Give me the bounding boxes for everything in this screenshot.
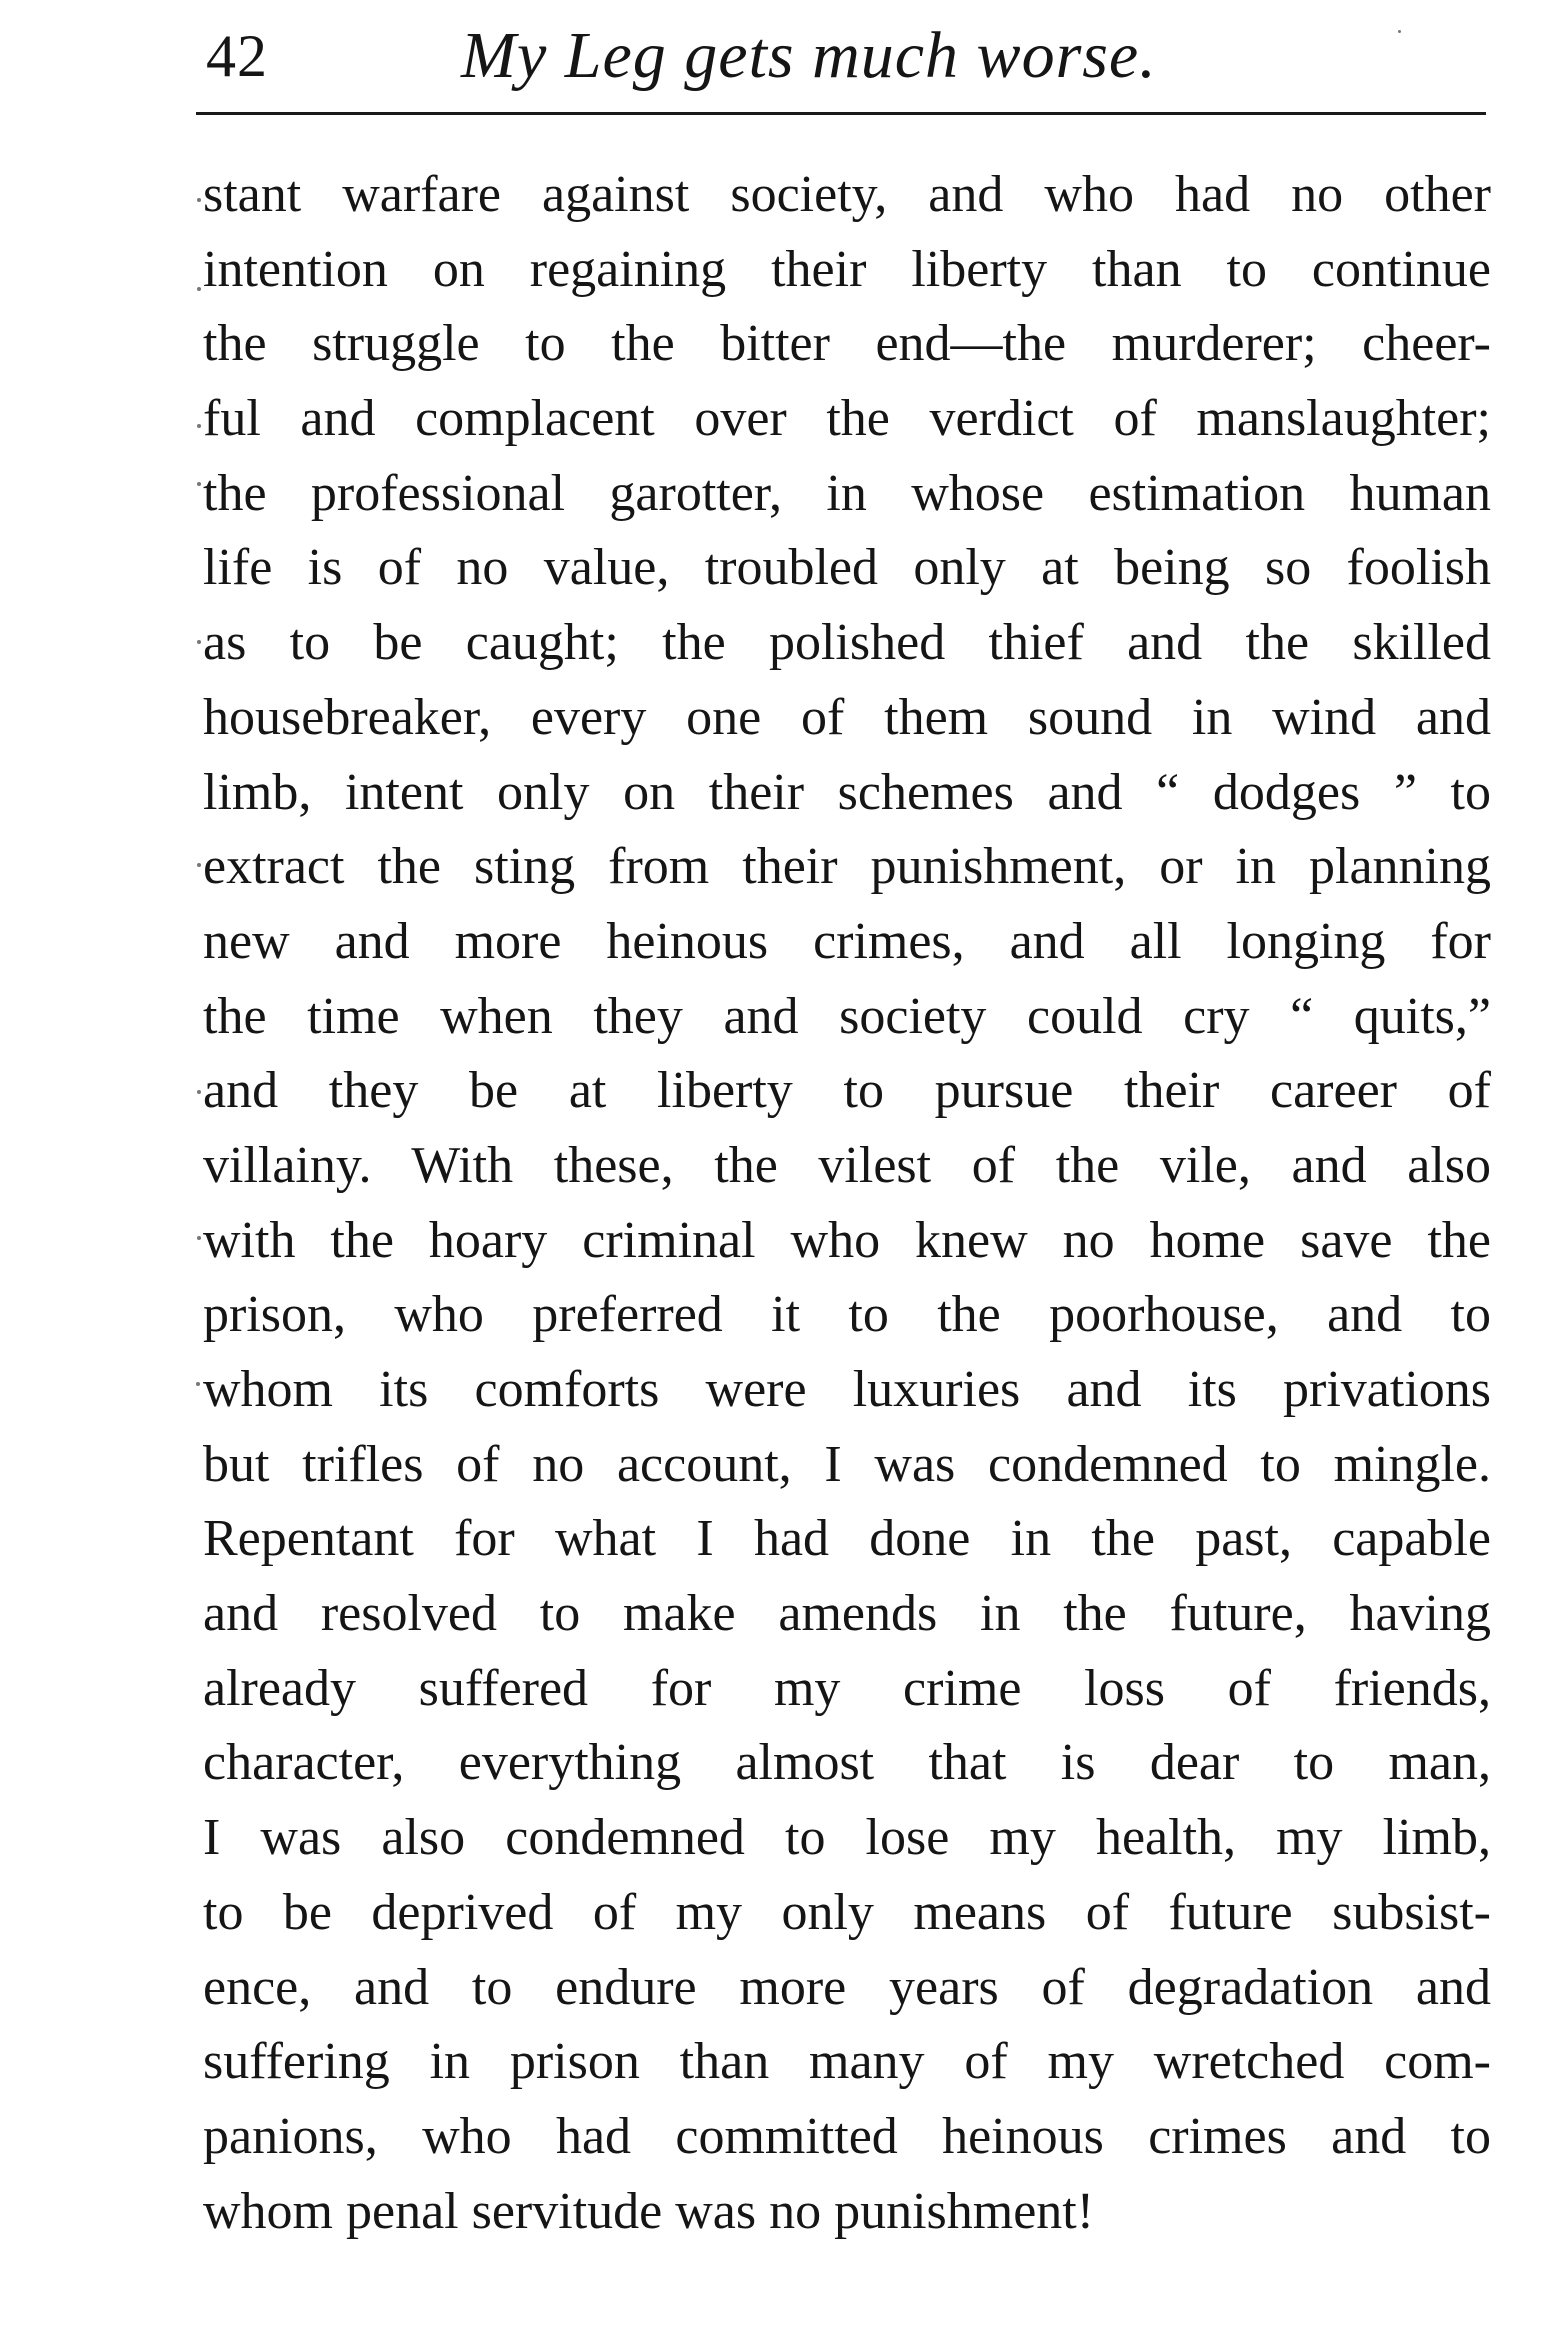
text-line: and resolved to make amends in the future, having: [203, 1585, 1491, 1643]
text-line: to be deprived of my only means of future subsist-: [203, 1883, 1491, 1941]
text-line: ful and complacent over the verdict of manslaughter;: [203, 390, 1491, 448]
text-line: already suffered for my crime loss of friends,: [203, 1659, 1491, 1717]
text-line: stant warfare against society, and who had no other: [203, 166, 1491, 223]
text-line: as to be caught; the polished thief and the skilled: [203, 614, 1491, 672]
text-line: extract the sting from their punishment, or in planning: [203, 838, 1491, 896]
text-line: but trifles of no account, I was condemned to mingle.: [203, 1435, 1491, 1493]
text-line: suffering in prison than many of my wretched com-: [203, 2033, 1491, 2091]
page-header: [196, 18, 1486, 118]
text-line: with the hoary criminal who knew no home save the: [203, 1211, 1491, 1269]
scan-speck: [197, 198, 201, 202]
scan-speck: [197, 863, 201, 867]
text-line: I was also condemned to lose my health, my limb,: [203, 1809, 1491, 1867]
text-line: whom its comforts were luxuries and its privations: [203, 1361, 1491, 1418]
scan-speck: [197, 640, 201, 644]
scan-speck: [197, 482, 201, 486]
scan-speck: [197, 287, 201, 291]
body-text: [203, 158, 1491, 2249]
text-line: Repentant for what I had done in the past, capable: [203, 1510, 1491, 1568]
text-line: intention on regaining their liberty than to continue: [203, 240, 1491, 298]
running-title: My Leg gets much worse.: [461, 19, 1157, 92]
text-line: the professional garotter, in whose estimation human: [203, 464, 1491, 522]
text-line: life is of no value, troubled only at being so foolish: [203, 539, 1491, 597]
scan-speck: [197, 1236, 201, 1240]
scan-speck: [196, 1382, 200, 1386]
text-line: the time when they and society could cry “ quits,”: [203, 987, 1491, 1045]
text-line: new and more heinous crimes, and all longing for: [203, 912, 1491, 970]
page-number: 42: [206, 23, 268, 89]
text-line: and they be at liberty to pursue their career of: [203, 1062, 1491, 1120]
text-line: housebreaker, every one of them sound in wind and: [203, 688, 1491, 746]
text-line: panions, who had committed heinous crimes and to: [203, 2107, 1491, 2165]
text-line: limb, intent only on their schemes and “ dodges ” to: [203, 763, 1491, 821]
text-line: the struggle to the bitter end—the murderer; cheer-: [203, 315, 1491, 373]
text-line: villainy. With these, the vilest of the vile, and also: [203, 1136, 1491, 1194]
text-line: character, everything almost that is dear to man,: [203, 1734, 1491, 1792]
header-rule: [196, 112, 1486, 115]
text-line: ence, and to endure more years of degradation and: [203, 1958, 1491, 2016]
text-line: prison, who preferred it to the poorhouse, and to: [203, 1286, 1491, 1344]
scan-speck: [1398, 30, 1401, 33]
text-line: whom penal servitude was no punishment!: [203, 2182, 1095, 2240]
scan-speck: [197, 1090, 201, 1094]
scan-speck: [197, 424, 201, 428]
